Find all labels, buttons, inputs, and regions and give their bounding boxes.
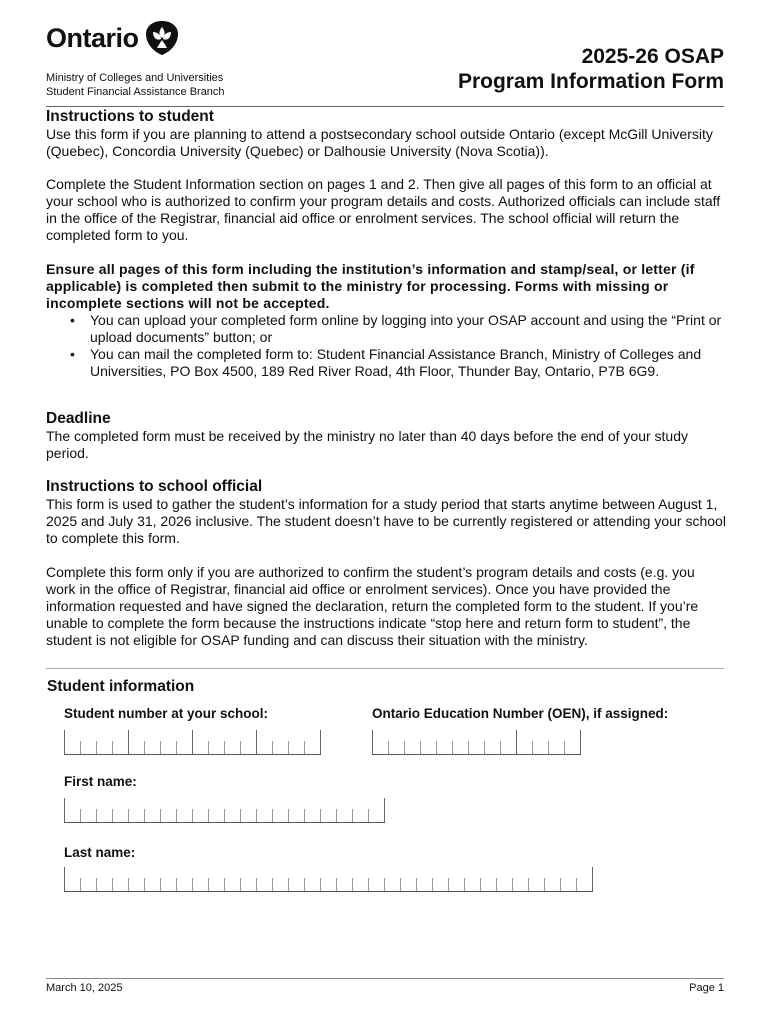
- char-box: [288, 741, 304, 754]
- form-title: [458, 44, 724, 94]
- oen-label: Ontario Education Number (OEN), if assigned:: [372, 706, 669, 721]
- ministry-block: [46, 71, 225, 99]
- char-box: [500, 741, 516, 754]
- footer-date: March 10, 2025: [46, 982, 123, 994]
- char-box: [144, 878, 160, 891]
- char-box: [468, 741, 484, 754]
- section-divider: [46, 668, 724, 669]
- char-box: [372, 730, 388, 754]
- char-box: [160, 741, 176, 754]
- char-box: [160, 878, 176, 891]
- paragraph: The completed form must be received by the ministry no later than 40 days before the end of your study period.: [46, 428, 689, 461]
- char-box: [496, 878, 512, 891]
- char-box: [96, 741, 112, 754]
- last-name-label: Last name:: [64, 845, 136, 860]
- char-box: [208, 809, 224, 822]
- logo-text: Ontario: [46, 22, 139, 53]
- paragraph: Complete the Student Information section on pages 1 and 2. Then give all pages of this form to an official at your school who is authorized to confirm your program details and costs. Authorized officials can include staff in the office of the Registrar, financial aid office or enrolment services. The school official will return the completed form to you.: [46, 176, 721, 243]
- ontario-logo: [46, 20, 179, 56]
- char-box: [112, 741, 128, 754]
- char-box: [224, 741, 240, 754]
- title-year: 2025-26 OSAP: [581, 45, 724, 68]
- char-box: [452, 741, 468, 754]
- char-box: [404, 741, 420, 754]
- char-box: [564, 741, 580, 754]
- char-box: [480, 878, 496, 891]
- char-box: [112, 809, 128, 822]
- char-box: [240, 741, 256, 754]
- char-box: [64, 730, 80, 754]
- char-box: [288, 878, 304, 891]
- submission-options-list: [46, 312, 726, 380]
- branch-name: Student Financial Assistance Branch: [46, 86, 225, 98]
- char-box: [448, 878, 464, 891]
- first-name-label: First name:: [64, 774, 137, 789]
- paragraph: Use this form if you are planning to attend a postsecondary school outside Ontario (except McGill University (Quebec), Concordia University (Quebec) or Dalhousie University (Nova Scotia)).: [46, 126, 713, 159]
- char-box-end: [320, 730, 321, 754]
- list-item: • You can mail the completed form to: Student Financial Assistance Branch, Ministry of Colleges and Universities, PO Box 4500, 189 Red River Road, 4th Floor, Thunder Bay, Ontario, P7B 6G9.: [90, 346, 726, 380]
- char-box: [484, 741, 500, 754]
- char-box: [388, 741, 404, 754]
- paragraph: Complete this form only if you are authorized to confirm the student’s program details and costs (e.g. you work in the office of Registrar, financial aid office or enrolment services). Once you have provided the information requested and have signed the declaration, return the completed form to the student. If you’re unable to complete the form because the instructions indicate “stop here and return form to student”, the student is not eligible for OSAP funding and can discuss their situation with the ministry.: [46, 564, 699, 648]
- student-number-input[interactable]: [64, 730, 321, 755]
- char-box: [384, 878, 400, 891]
- bold-notice: Ensure all pages of this form including the institution’s information and stamp/seal, or letter (if applicable) is completed then submit to the ministry for processing. Forms with missing or incomplete sections will not be accepted.: [46, 261, 695, 311]
- char-box: [352, 809, 368, 822]
- ministry-name: Ministry of Colleges and Universities: [46, 72, 224, 84]
- section-heading: Student information: [47, 678, 195, 695]
- char-box: [128, 878, 144, 891]
- char-box: [176, 741, 192, 754]
- char-box: [320, 809, 336, 822]
- char-box: [240, 878, 256, 891]
- char-box-end: [592, 867, 593, 891]
- char-box: [436, 741, 452, 754]
- header-divider: [46, 106, 724, 107]
- char-box: [192, 809, 208, 822]
- section-heading: Instructions to school official: [46, 478, 263, 495]
- char-box-end: [580, 730, 581, 754]
- char-box: [560, 878, 576, 891]
- char-box: [432, 878, 448, 891]
- trillium-icon: [145, 20, 179, 56]
- char-box: [336, 809, 352, 822]
- char-box: [64, 867, 80, 891]
- char-box: [272, 741, 288, 754]
- char-box: [516, 730, 532, 754]
- paragraph: This form is used to gather the student’s information for a study period that starts anytime between August 1, 2025 and July 31, 2026 inclusive. The student doesn’t have to be currently registered or attending your school to complete this form.: [46, 496, 726, 546]
- char-box: [64, 798, 80, 822]
- char-box: [128, 809, 144, 822]
- student-info-heading-wrap: [47, 678, 194, 696]
- char-box: [112, 878, 128, 891]
- oen-input[interactable]: [372, 730, 581, 755]
- char-box: [256, 878, 272, 891]
- char-box: [368, 809, 384, 822]
- char-box: [544, 878, 560, 891]
- first-name-input[interactable]: [64, 798, 385, 823]
- char-box: [176, 878, 192, 891]
- last-name-input[interactable]: [64, 867, 593, 892]
- char-box: [368, 878, 384, 891]
- char-box: [416, 878, 432, 891]
- title-name: Program Information Form: [457, 70, 724, 93]
- char-box: [224, 878, 240, 891]
- char-box: [128, 730, 144, 754]
- char-box: [320, 878, 336, 891]
- char-box-end: [384, 798, 385, 822]
- char-box: [256, 809, 272, 822]
- char-box: [208, 741, 224, 754]
- deadline-section: [46, 410, 726, 462]
- section-heading: Deadline: [46, 410, 111, 427]
- char-box: [80, 809, 96, 822]
- instructions-official-section: [46, 478, 726, 649]
- char-box: [272, 809, 288, 822]
- char-box: [400, 878, 416, 891]
- char-box: [528, 878, 544, 891]
- list-item: • You can upload your completed form online by logging into your OSAP account and using the “Print or upload documents” button; or: [90, 312, 726, 346]
- char-box: [96, 878, 112, 891]
- char-box: [304, 809, 320, 822]
- char-box: [532, 741, 548, 754]
- char-box: [80, 878, 96, 891]
- char-box: [304, 741, 320, 754]
- student-number-label: Student number at your school:: [64, 706, 269, 721]
- section-heading: Instructions to student: [46, 108, 214, 125]
- char-box: [288, 809, 304, 822]
- char-box: [304, 878, 320, 891]
- char-box: [256, 730, 272, 754]
- footer-divider: [46, 978, 724, 979]
- char-box: [464, 878, 480, 891]
- char-box: [96, 809, 112, 822]
- char-box: [576, 878, 592, 891]
- char-box: [192, 730, 208, 754]
- char-box: [144, 741, 160, 754]
- char-box: [208, 878, 224, 891]
- char-box: [192, 878, 208, 891]
- char-box: [548, 741, 564, 754]
- char-box: [336, 878, 352, 891]
- char-box: [420, 741, 436, 754]
- char-box: [224, 809, 240, 822]
- char-box: [80, 741, 96, 754]
- page-number: Page 1: [689, 982, 724, 994]
- instructions-student-section: [46, 108, 726, 380]
- char-box: [512, 878, 528, 891]
- char-box: [176, 809, 192, 822]
- char-box: [240, 809, 256, 822]
- char-box: [272, 878, 288, 891]
- char-box: [160, 809, 176, 822]
- char-box: [352, 878, 368, 891]
- char-box: [144, 809, 160, 822]
